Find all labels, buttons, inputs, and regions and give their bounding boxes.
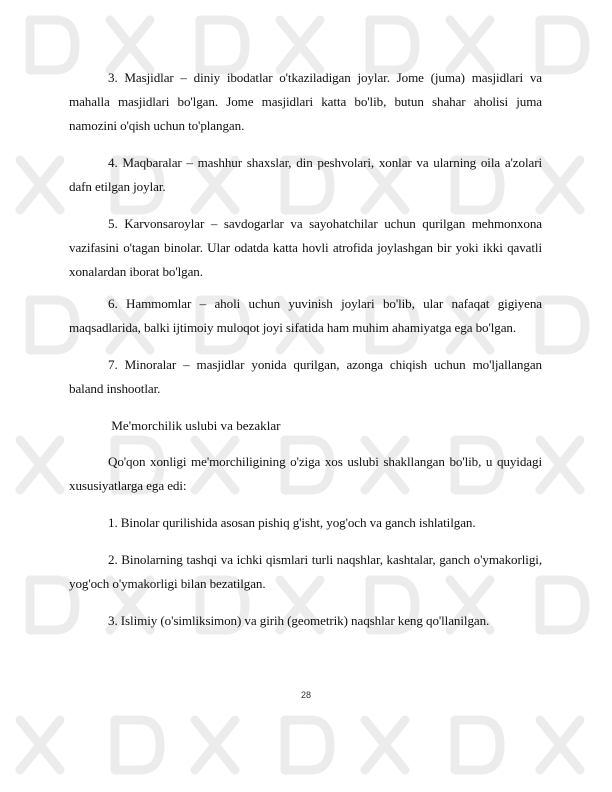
paragraph-karvonsaroylar: 5. Karvonsaroylar – savdogarlar va sayohatchilar uchun qurilgan mehmonxona vazifasini o'tagan binolar. Ular odatda katta hovli atrofida joylashgan bir yoki ikki qavatli xonalardan iborat bo'lgan. bbox=[69, 216, 542, 279]
paragraph-hammomlar: 6. Hammomlar – aholi uchun yuvinish joylari bo'lib, ular nafaqat gigiyena maqsadlarida, balki ijtimoiy muloqot joyi sifatida ham muhim ahamiyatga ega bo'lgan. bbox=[69, 296, 542, 335]
paragraph-minoralar: 7. Minoralar – masjidlar yonida qurilgan, azonga chiqish uchun mo'ljallangan baland inshootlar. bbox=[69, 357, 542, 396]
paragraph-maqbaralar: 4. Maqbaralar – mashhur shaxslar, din peshvolari, xonlar va ularning oila a'zolari dafn etilgan joylar. bbox=[69, 155, 542, 194]
paragraph-list-item-2: 2. Binolarning tashqi va ichki qismlari turli naqshlar, kashtalar, ganch o'ymakorligi, yog'och o'ymakorligi bilan bezatilgan. bbox=[69, 552, 542, 591]
paragraph-list-item-1: 1. Binolar qurilishida asosan pishiq g'isht, yog'och va ganch ishlatilgan. bbox=[108, 515, 476, 530]
section-heading: Me'morchilik uslubi va bezaklar bbox=[108, 418, 281, 433]
page-number: 28 bbox=[300, 690, 311, 700]
paragraph-uslub-intro: Qo'qon xonligi me'morchiligining o'ziga xos uslubi shakllangan bo'lib, u quyidagi xususiyatlarga ega edi: bbox=[69, 454, 542, 493]
paragraph-list-item-3: 3. Islimiy (o'simliksimon) va girih (geometrik) naqshlar keng qo'llanilgan. bbox=[108, 613, 490, 628]
paragraph-masjidlar: 3. Masjidlar – diniy ibodatlar o'tkaziladigan joylar. Jome (juma) masjidlari va mahalla masjidlari bo'lgan. Jome masjidlari katta bo'lib, butun shahar aholisi juma namozini o'qish uchun to'plangan. bbox=[69, 70, 542, 133]
page-body bbox=[69, 66, 542, 646]
